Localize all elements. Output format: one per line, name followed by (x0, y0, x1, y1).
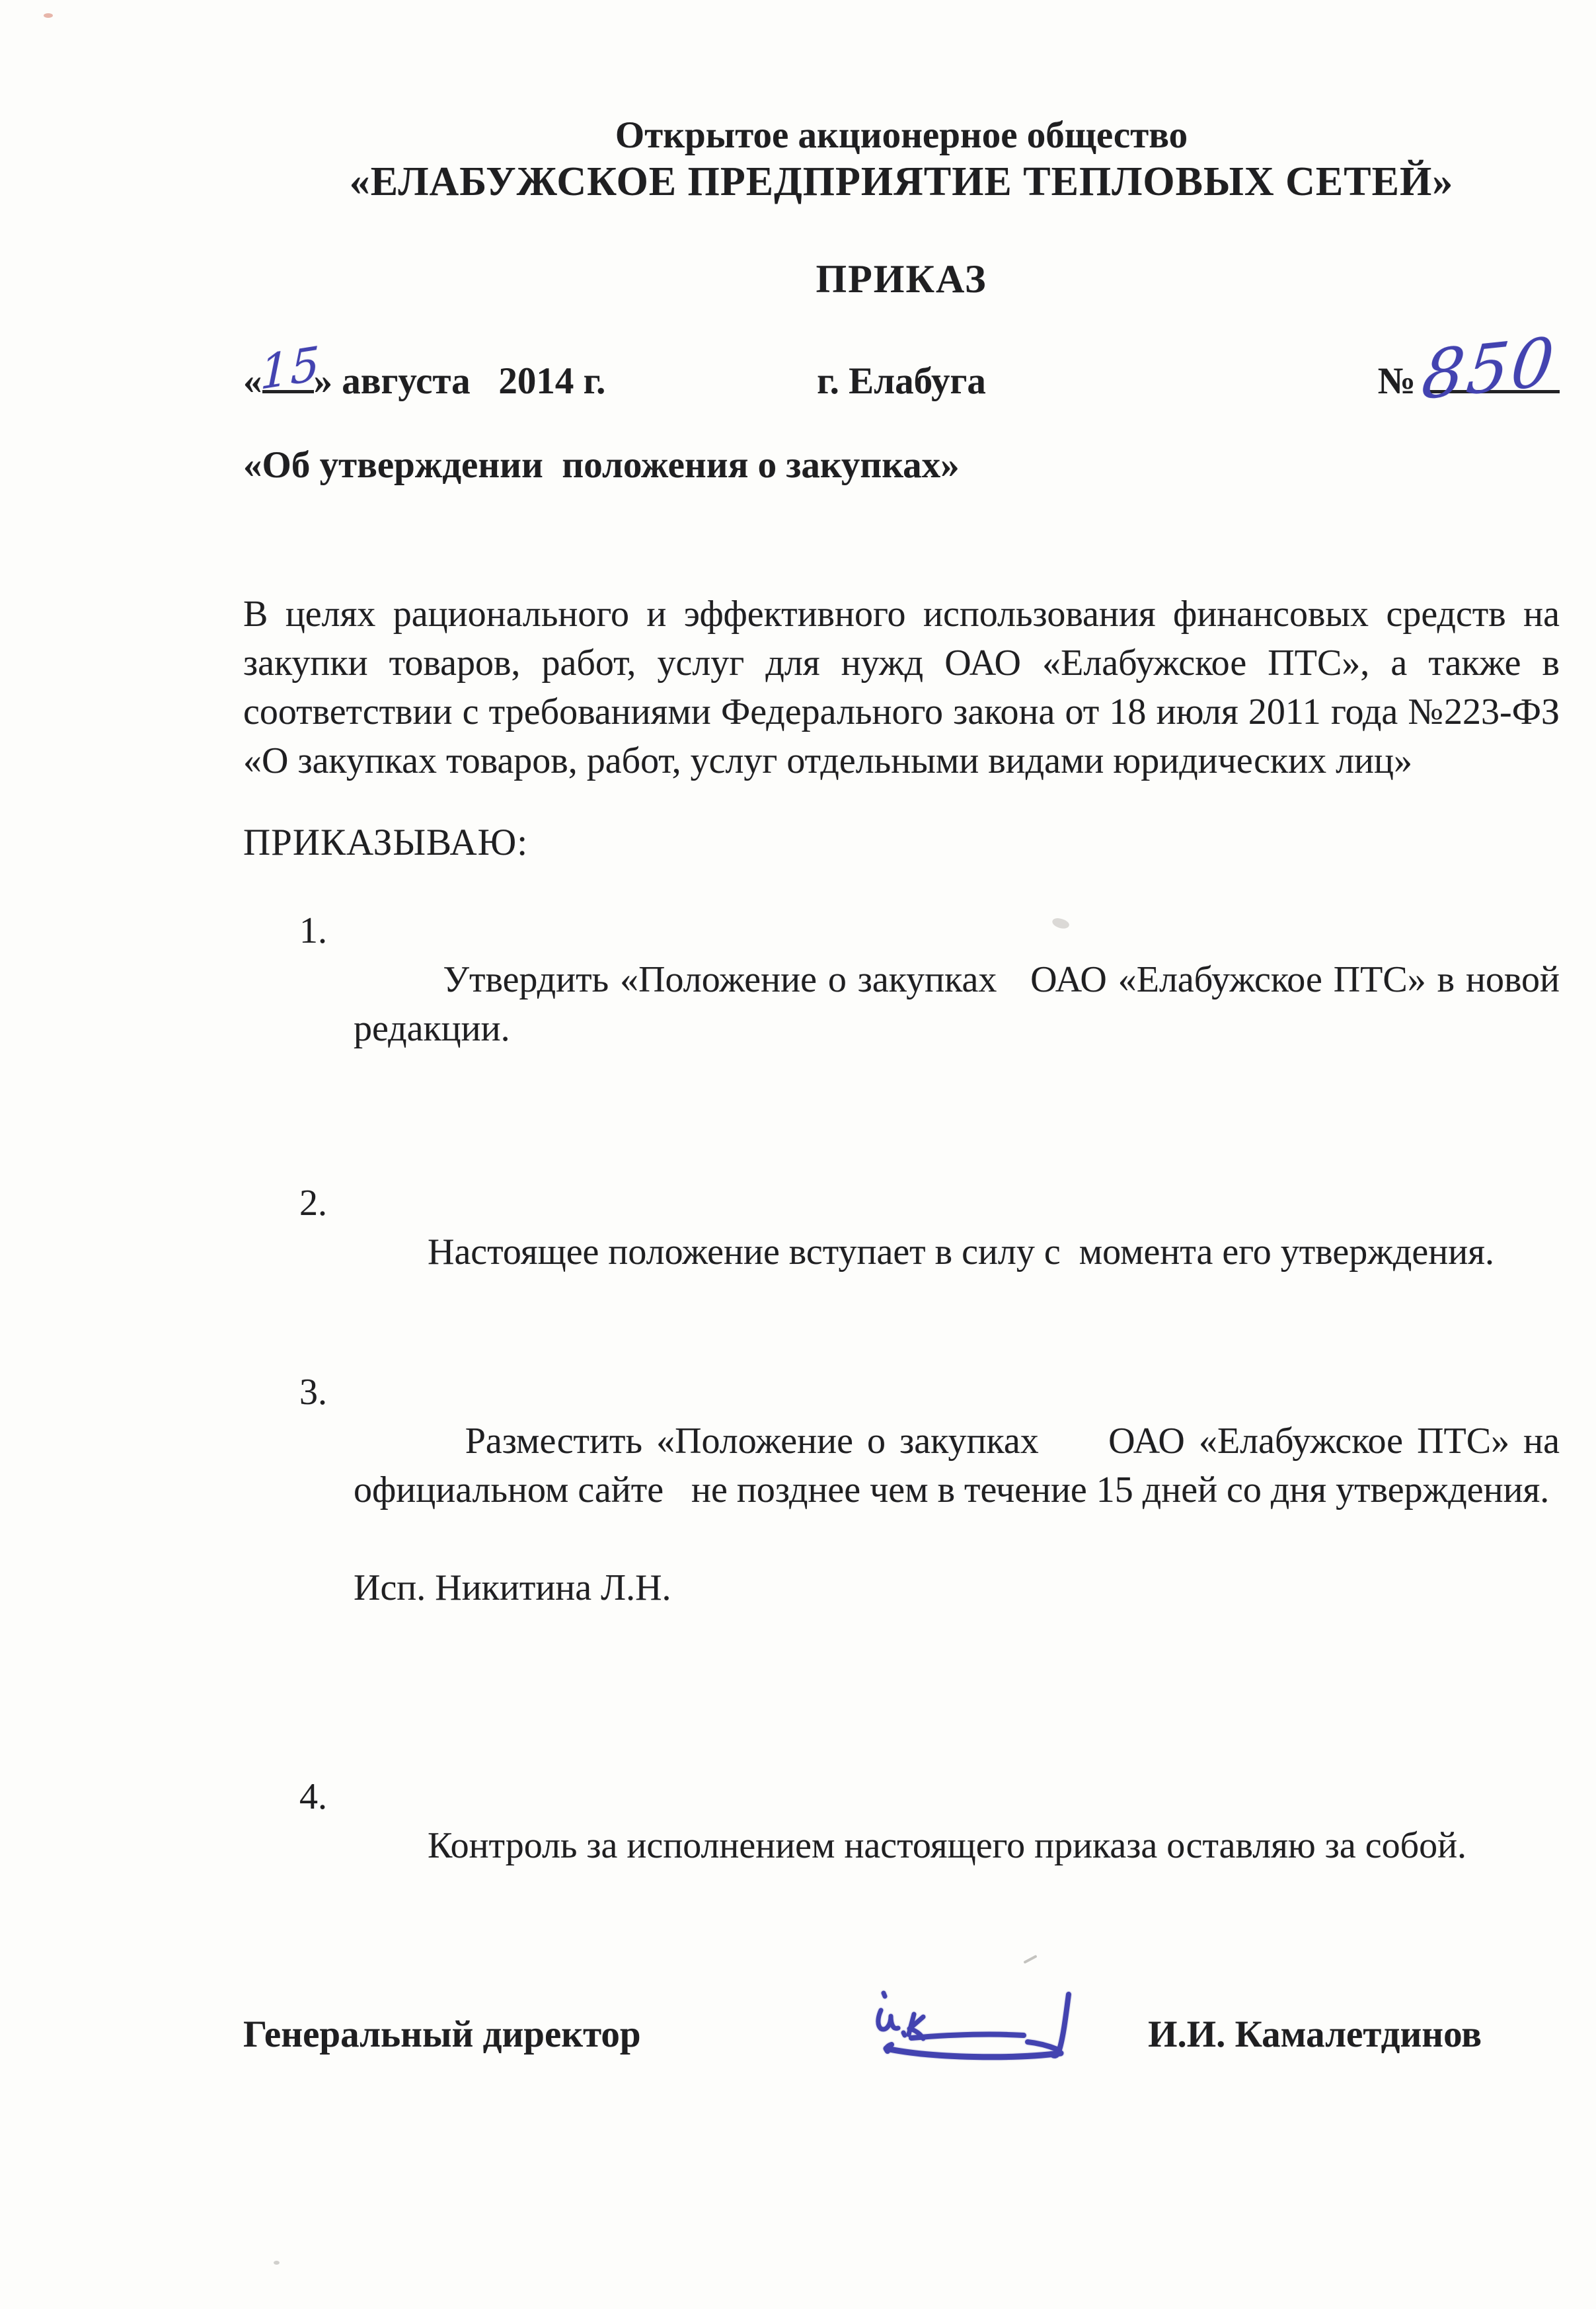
order-item-text: Разместить «Положение о закупках ОАО «Елабужское ПТС» на официальном сайте не позднее чем в течение 15 дней со дня утверждения. (354, 1421, 1570, 1510)
order-item-text: Контроль за исполнением настоящего приказа оставляю за собой. (428, 1825, 1467, 1866)
order-item-number: 4. (299, 1776, 327, 1817)
order-item-number: 2. (299, 1183, 327, 1224)
order-item (299, 1772, 1560, 1919)
signer-position: Генеральный директор (243, 2014, 641, 2055)
handwritten-day: 15 (259, 336, 321, 401)
signer-name: И.И. Камалетдинов (1148, 2014, 1482, 2055)
preamble-paragraph: В целях рационального и эффективного использования финансовых средств на закупки товаров, работ, услуг для нужд ОАО «Елабужское ПТС», а также в соответствии с требованиями Федерального закона от 18 июля 2011 года №223-ФЗ «О закупках товаров, работ, услуг отдельными видами юридических лиц» (243, 594, 1569, 781)
document-content (243, 0, 1570, 2056)
order-item (299, 1179, 1560, 1325)
subject-line: «Об утверждении положения о закупках» (243, 444, 960, 486)
order-item-text: Настоящее положение вступает в силу с момента его утверждения. (428, 1232, 1494, 1272)
date-field (243, 336, 606, 403)
order-item (299, 1368, 1570, 1710)
resolution-word: ПРИКАЗЫВАЮ: (243, 822, 529, 863)
organization-name: «ЕЛАБУЖСКОЕ ПРЕДПРИЯТИЕ ТЕПЛОВЫХ СЕТЕЙ» (349, 159, 1454, 204)
date-month-year: » августа 2014 г. (313, 360, 606, 402)
organization-header (243, 114, 1560, 206)
order-item-text: Утвердить «Положение о закупках ОАО «Елабужское ПТС» в новой редакции. (354, 959, 1569, 1049)
executor-note: Исп. Никитина Л.Н. (354, 1567, 671, 1608)
order-items-list (243, 906, 1570, 1919)
scan-artifact (274, 2261, 280, 2265)
date-day-blank (259, 336, 321, 401)
document-title: ПРИКАЗ (816, 257, 987, 301)
order-item-number: 3. (299, 1372, 327, 1413)
scan-artifact (44, 13, 53, 18)
organization-type: Открытое акционерное общество (615, 114, 1188, 156)
place-label: г. Елабуга (817, 360, 986, 402)
number-blank (1418, 322, 1560, 415)
number-field (1377, 322, 1560, 415)
date-open-quote: « (243, 360, 262, 402)
order-item-number: 1. (299, 910, 327, 951)
handwritten-number: 850 (1418, 322, 1560, 415)
signature-ink (868, 1986, 1090, 2076)
signature-block (243, 2013, 1560, 2056)
order-item (299, 906, 1569, 1102)
number-sign: № (1377, 360, 1416, 402)
date-place-number-row (243, 322, 1560, 415)
